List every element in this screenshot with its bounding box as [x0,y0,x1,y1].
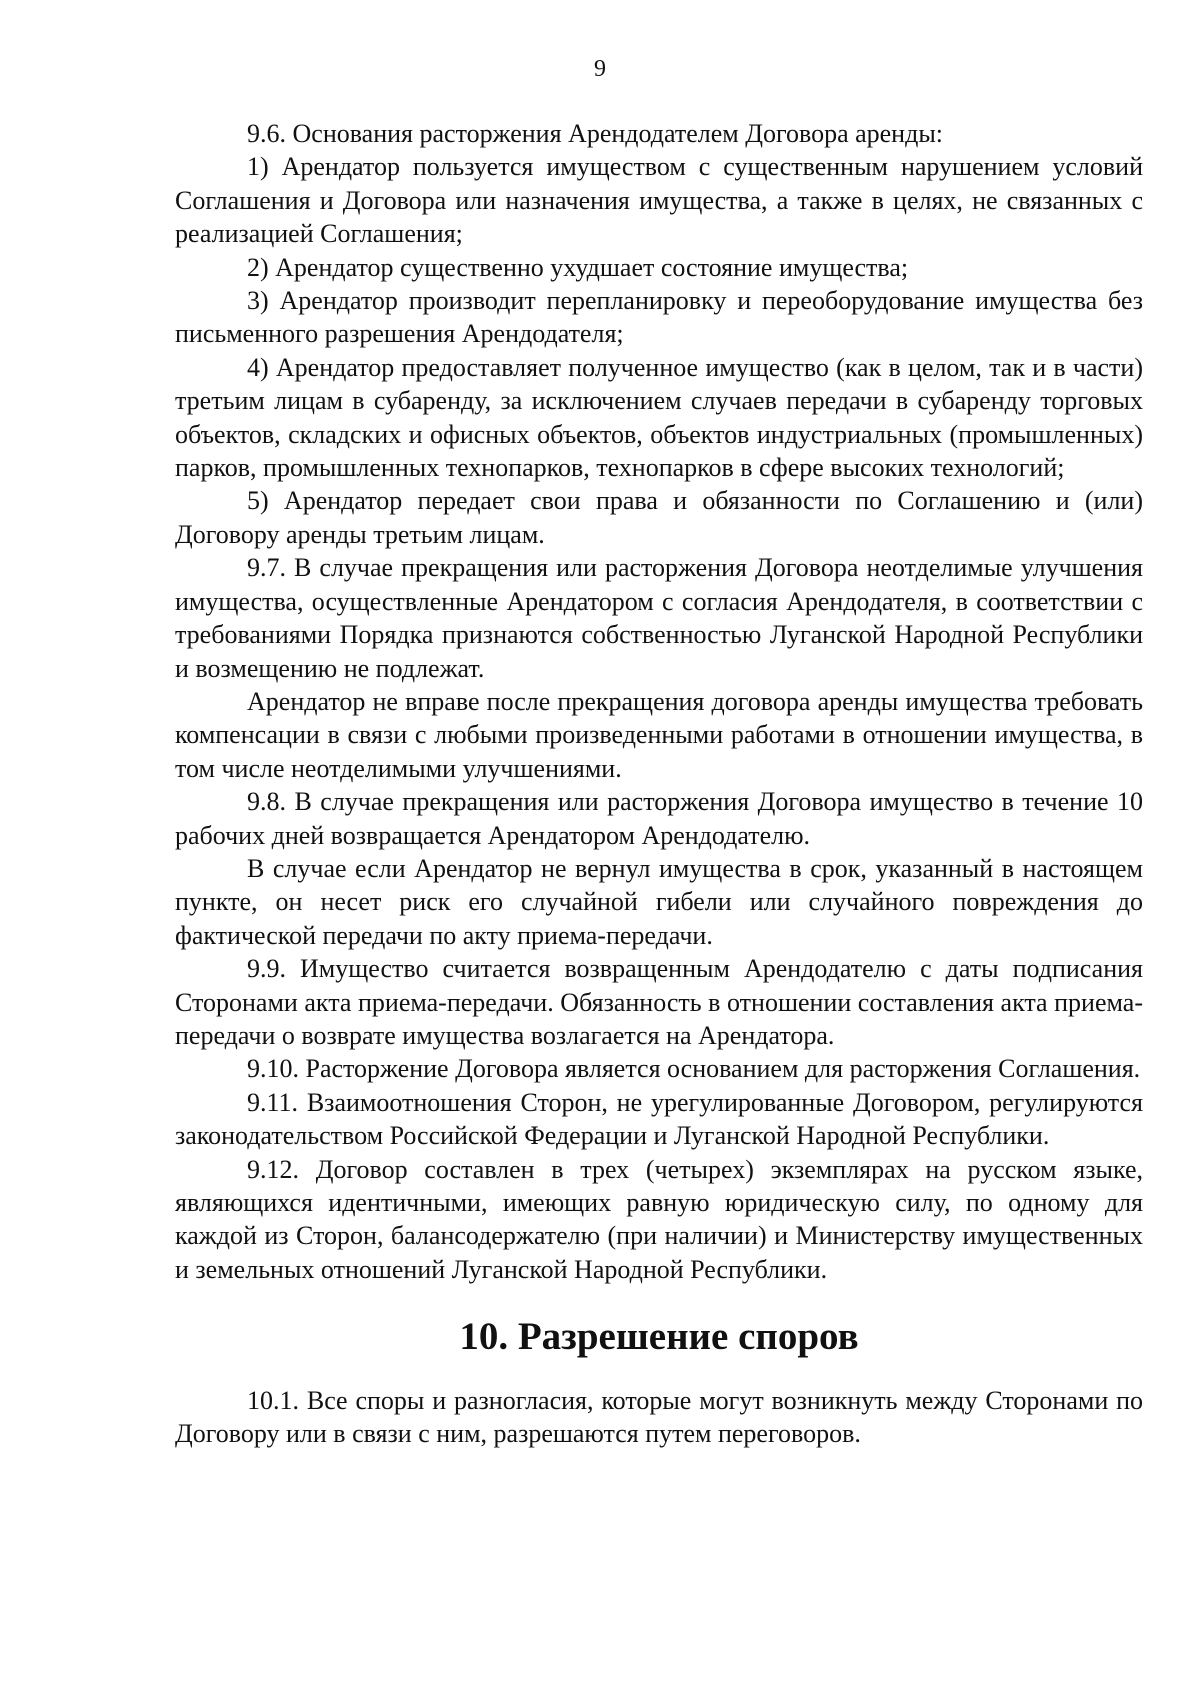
list-item-4: 4) Арендатор предоставляет полученное имущество (как в целом, так и в части) третьим лицам в субаренду, за исключением случаев передачи в субаренду торговых объектов, складских и офисных объектов, объектов индустриальных (промышленных) парков, промышленных технопарков, технопарков в сфере высоких технологий; [175,352,1143,483]
paragraph-9-8-continued: В случае если Арендатор не вернул имущества в срок, указанный в настоящем пункте, он несет риск его случайной гибели или случайного повреждения до фактической передачи по акту приема-передачи. [175,853,1143,950]
page-number: 9 [594,56,606,82]
paragraph-9-9: 9.9. Имущество считается возвращенным Арендодателю с даты подписания Сторонами акта приема-передачи. Обязанность в отношении составления акта приема-передачи о возврате имущества возлагается на Арендатора. [175,954,1143,1050]
paragraph-9-12: 9.12. Договор составлен в трех (четырех) экземплярах на русском языке, являющихся идентичными, имеющих равную юридическую силу, по одному для каждой из Сторон, балансодержателю (при наличии) и Министерству имущественных и земельных отношений Луганской Народной Республики. [175,1154,1143,1284]
paragraph-10-1: 10.1. Все споры и разногласия, которые могут возникнуть между Сторонами по Договору или в связи с ним, разрешаются путем переговоров. [175,1385,1143,1449]
list-item-3: 3) Арендатор производит перепланировку и переоборудование имущества без письменного разрешения Арендодателя; [175,286,1143,349]
paragraph-9-6: 9.6. Основания расторжения Арендодателем Договора аренды: [247,119,944,148]
paragraph-9-10: 9.10. Расторжение Договора является основанием для расторжения Соглашения. [247,1054,1141,1084]
list-item-1: 1) Арендатор пользуется имуществом с существенным нарушением условий Соглашения и Договора или назначения имущества, а также в целях, не связанных с реализацией Соглашения; [175,152,1143,249]
paragraph-9-11: 9.11. Взаимоотношения Сторон, не урегулированные Договором, регулируются законодательством Российской Федерации и Луганской Народной Республики. [175,1087,1143,1151]
paragraph-9-7: 9.7. В случае прекращения или расторжения Договора неотделимые улучшения имущества, осуществленные Арендатором с согласия Арендодателя, в соответствии с требованиями Порядка признаются собственностью Луганской Народной Республики и возмещению не подлежат. [175,553,1143,683]
document-body [175,117,1143,1450]
section-heading-10: 10. Разрешение споров [459,1315,859,1359]
paragraph-9-8: 9.8. В случае прекращения или расторжения Договора имущество в течение 10 рабочих дней возвращается Арендатором Арендодателю. [175,787,1143,850]
paragraph-9-7-continued: Арендатор не вправе после прекращения договора аренды имущества требовать компенсации в связи с любыми произведенными работами в отношении имущества, в том числе неотделимыми улучшениями. [175,686,1143,783]
list-item-5: 5) Арендатор передает свои права и обязанности по Соглашению и (или) Договору аренды третьим лицам. [175,486,1143,549]
list-item-2: 2) Арендатор существенно ухудшает состояние имущества; [247,252,909,282]
